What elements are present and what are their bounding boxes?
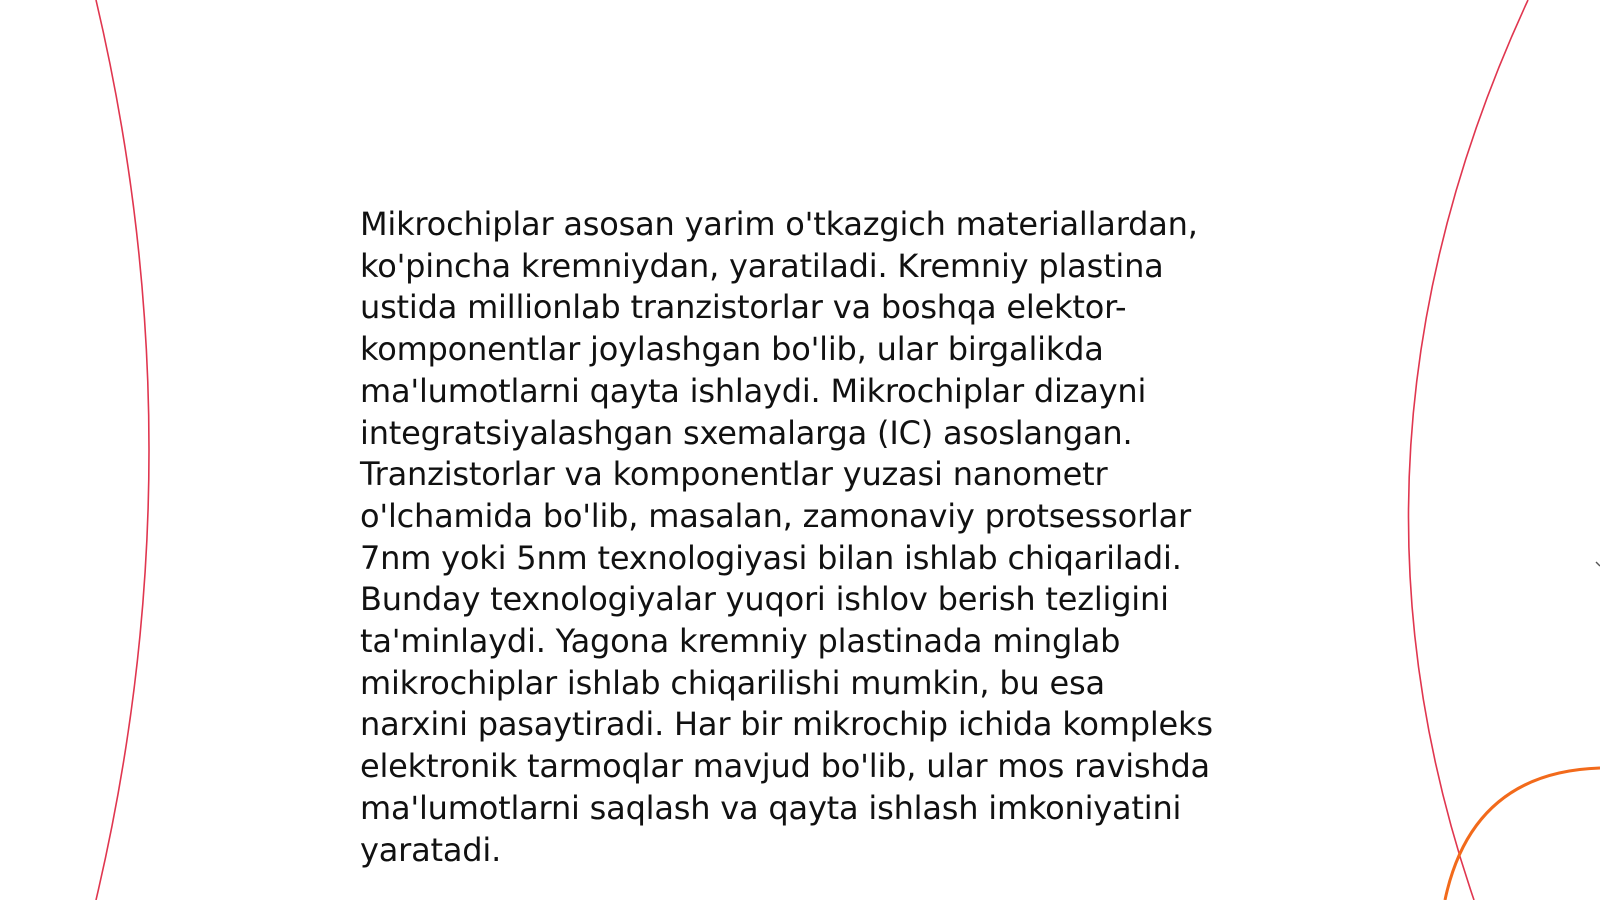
orange-arc: [1445, 768, 1600, 900]
body-paragraph: Mikrochiplar asosan yarim o'tkazgich materiallardan, ko'pincha kremniydan, yaratiladi. Kremniy plastina ustida millionlab tranzistorlar va boshqa elektor- komponentlar joylashgan bo'lib, ular birgalikda ma'lumotlarni qayta ishlaydi. Mikrochiplar dizayni integratsiyalashgan sxemalarga (IC) asoslangan. Tranzistorlar va komponentlar yuzasi nanometr o'lchamida bo'lib, masalan, zamonaviy protsessorlar 7nm yoki 5nm texnologiyasi bilan ishlab chiqariladi. Bunday texnologiyalar yuqori ishlov berish tezligini ta'minlaydi. Yagona kremniy plastinada minglab mikrochiplar ishlab chiqarilishi mumkin, bu esa narxini pasaytiradi. Har bir mikrochip ichida kompleks elektronik tarmoqlar mavjud bo'lib, ular mos ravishda ma'lumotlarni saqlash va qayta ishlash imkoniyatini yaratadi.: [360, 205, 1213, 869]
left-curve-line: [96, 0, 149, 900]
right-edge-tick: [1596, 562, 1600, 566]
right-curve-line: [1408, 0, 1528, 900]
